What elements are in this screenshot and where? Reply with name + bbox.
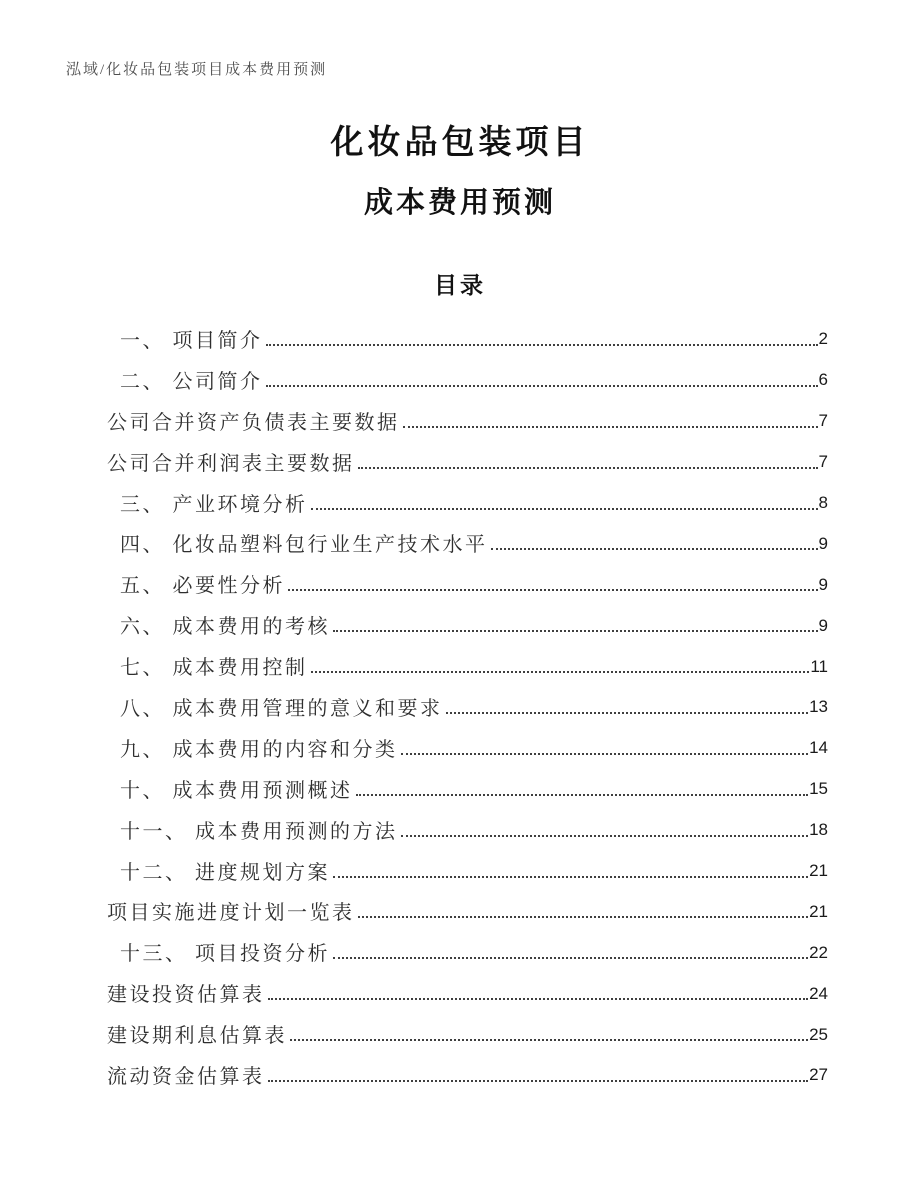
- toc-entry-label: 项目实施进度计划一览表: [107, 902, 355, 925]
- toc-entry[interactable]: [107, 563, 828, 604]
- toc-page-number: 13: [809, 697, 828, 717]
- toc-page-number: 11: [810, 656, 828, 676]
- toc-leader-dots: [311, 508, 818, 510]
- doc-title-line2: 成本费用预测: [363, 187, 556, 219]
- toc-leader-dots: [268, 998, 809, 1000]
- toc-entry[interactable]: [107, 768, 828, 809]
- toc-leader-dots: [358, 916, 809, 918]
- toc-entry-label: 六、 成本费用的考核: [120, 616, 330, 639]
- toc-entry-label: 公司合并利润表主要数据: [107, 452, 355, 475]
- toc-entry[interactable]: [107, 972, 828, 1013]
- toc-heading: 目录: [434, 272, 486, 298]
- toc-leader-dots: [401, 753, 809, 755]
- toc-entry[interactable]: [107, 727, 828, 768]
- toc-entry-label: 九、 成本费用的内容和分类: [120, 738, 398, 761]
- toc-leader-dots: [268, 1080, 809, 1082]
- toc-leader-dots: [358, 467, 818, 469]
- toc-page-number: 24: [809, 983, 828, 1003]
- toc-leader-dots: [311, 671, 810, 673]
- toc-entry-label: 四、 化妆品塑料包行业生产技术水平: [120, 534, 488, 557]
- toc-leader-dots: [446, 712, 809, 714]
- toc-leader-dots: [290, 1039, 808, 1041]
- toc-entry[interactable]: [107, 1054, 828, 1095]
- toc-entry[interactable]: [107, 318, 828, 359]
- toc-entry-label: 十、 成本费用预测概述: [120, 779, 353, 802]
- toc-page-number: 27: [809, 1065, 828, 1085]
- toc-entry-label: 二、 公司简介: [120, 370, 263, 393]
- toc-entry-label: 八、 成本费用管理的意义和要求: [120, 697, 443, 720]
- toc-leader-dots: [356, 794, 809, 796]
- toc-entry[interactable]: [107, 890, 828, 931]
- toc-entry-label: 十三、 项目投资分析: [120, 943, 330, 966]
- toc-entry[interactable]: [107, 686, 828, 727]
- toc-entry-label: 十一、 成本费用预测的方法: [120, 820, 398, 843]
- toc-entry[interactable]: [107, 522, 828, 563]
- toc-page-number: 6: [818, 370, 828, 390]
- toc-page-number: 22: [809, 942, 828, 962]
- toc-page-number: 21: [809, 901, 828, 921]
- toc-page-number: 7: [818, 452, 828, 472]
- toc-leader-dots: [333, 876, 808, 878]
- toc-page-number: 18: [809, 820, 828, 840]
- toc-page-number: 15: [809, 779, 828, 799]
- toc-entry[interactable]: [107, 482, 828, 523]
- toc-leader-dots: [266, 344, 818, 346]
- toc-leader-dots: [333, 957, 808, 959]
- toc-page-number: 9: [818, 615, 828, 635]
- toc-entry-label: 建设投资估算表: [107, 984, 265, 1007]
- toc-entry-label: 建设期利息估算表: [107, 1025, 287, 1048]
- toc-leader-dots: [491, 548, 818, 550]
- toc-page-number: 2: [818, 329, 828, 349]
- toc-leader-dots: [403, 426, 818, 428]
- toc-entry[interactable]: [107, 400, 828, 441]
- toc-entry[interactable]: [107, 1013, 828, 1054]
- toc-page-number: 14: [809, 738, 828, 758]
- title-block: [0, 0, 920, 300]
- toc-entry[interactable]: [107, 645, 828, 686]
- toc-entry-label: 公司合并资产负债表主要数据: [107, 411, 400, 434]
- toc-page-number: 25: [809, 1024, 828, 1044]
- toc-leader-dots: [266, 385, 818, 387]
- toc-entry-label: 三、 产业环境分析: [120, 493, 308, 516]
- toc-page-number: 21: [809, 861, 828, 881]
- toc-entry[interactable]: [107, 441, 828, 482]
- toc-entry[interactable]: [107, 931, 828, 972]
- toc-page-number: 7: [818, 411, 828, 431]
- toc-entry-label: 十二、 进度规划方案: [120, 861, 330, 884]
- toc-entry-label: 七、 成本费用控制: [120, 657, 308, 680]
- page-header-text: 泓域/化妆品包装项目成本费用预测: [66, 62, 328, 78]
- doc-title-line1: 化妆品包装项目: [330, 123, 590, 160]
- toc-leader-dots: [288, 589, 818, 591]
- toc-entry-label: 五、 必要性分析: [120, 575, 285, 598]
- toc-entry-label: 流动资金估算表: [107, 1065, 265, 1088]
- toc-entry[interactable]: [107, 850, 828, 891]
- toc-entry-label: 一、 项目简介: [120, 329, 263, 352]
- toc-entry[interactable]: [107, 809, 828, 850]
- toc-list: [107, 318, 828, 1095]
- toc-leader-dots: [401, 835, 809, 837]
- toc-page-number: 9: [818, 533, 828, 553]
- toc-entry[interactable]: [107, 359, 828, 400]
- toc-page-number: 8: [818, 493, 828, 512]
- toc-leader-dots: [333, 630, 818, 632]
- toc-page-number: 9: [818, 574, 828, 594]
- toc-entry[interactable]: [107, 604, 828, 645]
